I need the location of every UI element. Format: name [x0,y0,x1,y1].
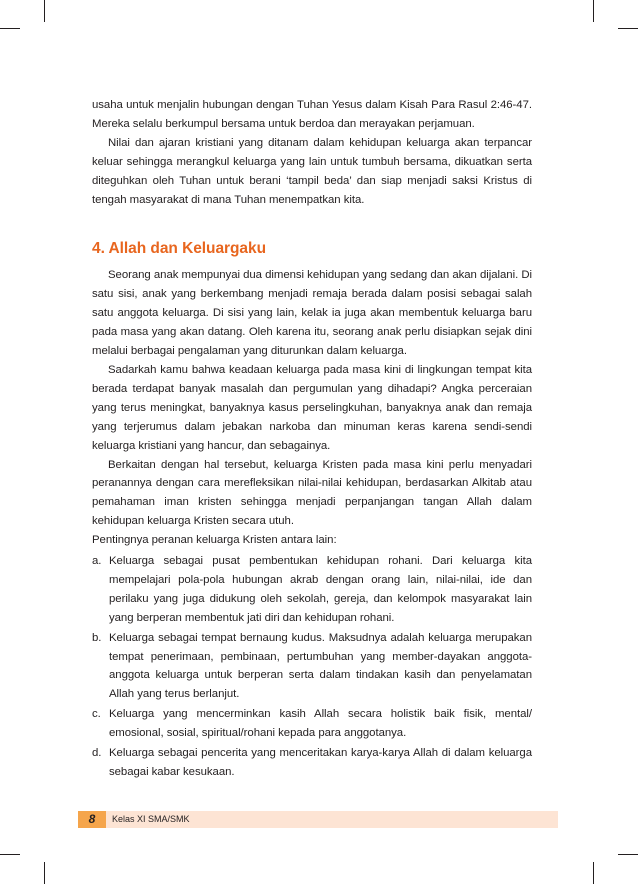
section-heading: 4. Allah dan Keluargaku [92,240,266,258]
crop-mark [0,28,20,29]
list-marker: d. [92,747,102,760]
crop-mark [44,862,45,884]
roles-list [92,552,532,782]
crop-mark [618,28,638,29]
crop-mark [44,0,45,22]
list-item-text: Keluarga sebagai tempat bernaung kudus. Maksudnya adalah keluarga merupakan tempat penerimaan, pembinaan, pertumbuhan yang member-dayakan anggota-anggota keluarga untuk berperan serta dalam tindakan kasih dan penyelamatan Allah yang terus berlanjut. [109,631,532,701]
list-item [92,744,532,782]
crop-mark [0,854,20,855]
list-item-text: Keluarga sebagai pencerita yang menceritakan karya-karya Allah di dalam keluarga sebagai kabar kesukaan. [109,747,532,778]
list-item [92,705,532,743]
paragraph: Seorang anak mempunyai dua dimensi kehidupan yang sedang dan akan dijalani. Di satu sisi, anak yang berkembang menjadi remaja berada dalam posisi sebagai salah satu anggota keluarga. Di sisi yang lain, kelak ia juga akan membentuk keluarga baru pada masa yang akan datang. Oleh karena itu, seorang anak perlu disiapkan sejak dini melalui berbagai pengalaman yang diturunkan dalam keluarga. [92,269,532,358]
paragraph: Nilai dan ajaran kristiani yang ditanam dalam kehidupan keluarga akan terpancar keluar sehingga merangkul keluarga yang lain untuk tumbuh bersama, dikuatkan serta diteguhkan oleh Tuhan untuk berani ‘tampil beda’ dan siap menjadi saksi Kristus di tengah masyarakat di mana Tuhan menempatkan kita. [92,136,532,206]
paragraph: Sadarkah kamu bahwa keadaan keluarga pada masa kini di lingkungan tempat kita berada terdapat banyak masalah dan pergumulan yang dihadapi? Angka perceraian yang terus meningkat, banyaknya kasus perselingkuhan, banyaknya anak dan remaja yang terjerumus dalam jebakan narkoba dan minuman keras karena sendi-sendi keluarga kristiani yang hancur, dan sebagainya. [92,363,532,452]
list-item [92,629,532,705]
list-intro: Pentingnya peranan keluarga Kristen antara lain: [92,534,337,547]
paragraph: Berkaitan dengan hal tersebut, keluarga Kristen pada masa kini perlu menyadari peranannya dengan cara merefleksikan nilai-nilai kehidupan, berdasarkan Alkitab atau pemahaman iman kristen sehingga menjadi perpanjangan tangan Allah dalam kehidupan keluarga Kristen secara utuh. [92,458,532,528]
list-item-text: Keluarga sebagai pusat pembentukan kehidupan rohani. Dari keluarga kita mempelajari pola-pola hubungan akrab dengan orang lain, nilai-nilai, ide dan perilaku yang juga didukung oleh sekolah, gereja, dan kelompok masyarakat lain yang berperan membentuk jati diri dan kehidupan rohani. [109,555,532,624]
page-content [92,96,532,783]
list-marker: c. [92,708,101,721]
list-marker: b. [92,631,102,644]
list-item [92,552,532,628]
crop-mark [593,0,594,22]
list-item-text: Keluarga yang mencerminkan kasih Allah secara holistik baik fisik, mental/ emosional, sosial, spiritual/rohani kepada para anggotanya. [109,708,532,740]
book-title: Kelas XI SMA/SMK [112,814,190,824]
crop-mark [593,862,594,884]
page-footer [78,811,558,831]
paragraph: usaha untuk menjalin hubungan dengan Tuhan Yesus dalam Kisah Para Rasul 2:46-47. Mereka selalu berkumpul bersama untuk berdoa dan merayakan perjamuan. [92,99,532,130]
crop-mark [618,854,638,855]
page-number: 8 [88,812,96,826]
list-marker: a. [92,555,102,568]
